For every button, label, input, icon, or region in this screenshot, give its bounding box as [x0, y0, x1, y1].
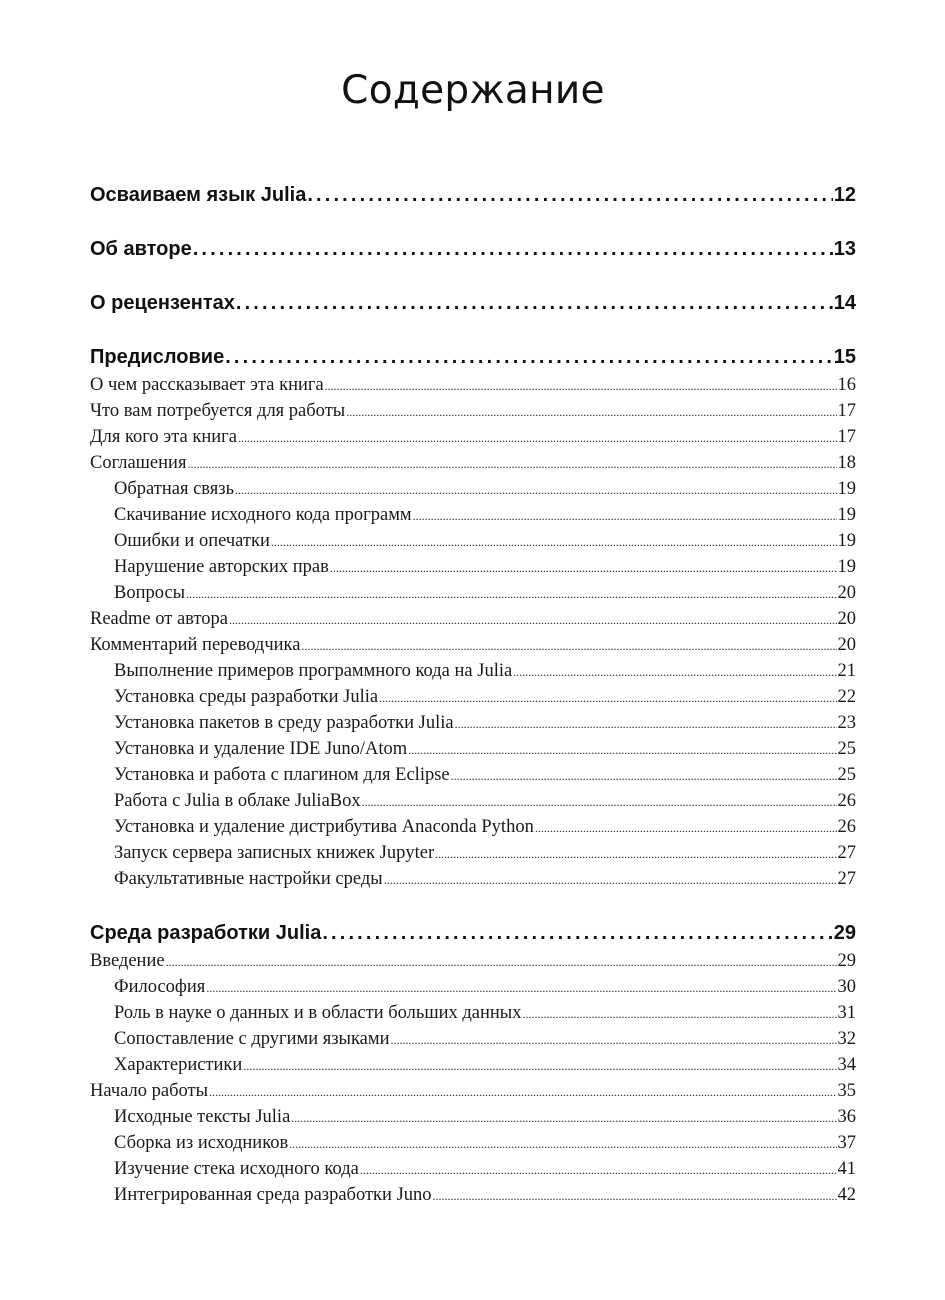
dot-leader — [433, 1182, 837, 1208]
dot-leader — [330, 554, 837, 580]
toc-entry-title: Философия — [114, 977, 206, 997]
toc-entry-title: Начало работы — [90, 1081, 209, 1101]
toc-entry-title: Роль в науке о данных и в области больших данных — [114, 1003, 522, 1023]
dot-leader — [346, 398, 836, 424]
toc-page-number: 31 — [837, 1003, 856, 1023]
toc-subsection-entry[interactable] — [90, 554, 856, 580]
toc-entry-title: Установка и работа с плагином для Eclipse — [114, 765, 450, 785]
toc-subsection-entry[interactable] — [90, 1182, 856, 1208]
dot-leader — [206, 974, 836, 1000]
dot-leader — [186, 580, 836, 606]
toc-page-number: 42 — [837, 1185, 856, 1205]
toc-entry-title: Соглашения — [90, 453, 187, 473]
toc-page-number: 20 — [837, 583, 856, 603]
toc-entry-title: Установка пакетов в среду разработки Julia — [114, 713, 454, 733]
dot-leader — [513, 658, 836, 684]
toc-section-entry[interactable] — [90, 398, 856, 424]
toc-chapter-entry[interactable] — [90, 918, 856, 948]
toc-entry-title: Об авторе — [90, 238, 192, 260]
toc-subsection-entry[interactable] — [90, 866, 856, 892]
toc-subsection-entry[interactable] — [90, 1130, 856, 1156]
toc-entry-title: Исходные тексты Julia — [114, 1107, 291, 1127]
dot-leader — [379, 684, 836, 710]
toc-entry-title: Вопросы — [114, 583, 186, 603]
toc-entry-title: Скачивание исходного кода программ — [114, 505, 412, 525]
dot-leader — [236, 288, 833, 318]
dot-leader — [193, 234, 833, 264]
table-of-contents — [90, 180, 856, 1208]
dot-leader — [166, 948, 837, 974]
toc-entry-title: Установка среды разработки Julia — [114, 687, 379, 707]
dot-leader — [435, 840, 836, 866]
toc-entry-title: Ошибки и опечатки — [114, 531, 270, 551]
toc-entry-title: О чем рассказывает эта книга — [90, 375, 324, 395]
dot-leader — [455, 710, 837, 736]
toc-subsection-entry[interactable] — [90, 528, 856, 554]
toc-entry-title: Предисловие — [90, 346, 225, 368]
toc-entry-title: Что вам потребуется для работы — [90, 401, 346, 421]
dot-leader — [209, 1078, 836, 1104]
toc-entry-title: Факультативные настройки среды — [114, 869, 383, 889]
dot-leader — [384, 866, 837, 892]
toc-page-number: 17 — [837, 427, 856, 447]
toc-page-number: 29 — [837, 951, 856, 971]
toc-page-number: 13 — [833, 238, 856, 260]
dot-leader — [408, 736, 836, 762]
toc-page-number: 12 — [833, 184, 856, 206]
toc-subsection-entry[interactable] — [90, 1026, 856, 1052]
dot-leader — [535, 814, 837, 840]
toc-section-entry[interactable] — [90, 1078, 856, 1104]
dot-leader — [238, 424, 837, 450]
dot-leader — [451, 762, 837, 788]
toc-subsection-entry[interactable] — [90, 974, 856, 1000]
toc-page-number: 30 — [837, 977, 856, 997]
dot-leader — [243, 1052, 836, 1078]
toc-page-number: 22 — [837, 687, 856, 707]
toc-subsection-entry[interactable] — [90, 736, 856, 762]
toc-page-number: 29 — [833, 922, 856, 944]
toc-entry-title: Readme от автора — [90, 609, 228, 629]
toc-page-number: 32 — [837, 1029, 856, 1049]
toc-page-number: 27 — [837, 843, 856, 863]
dot-leader — [301, 632, 836, 658]
toc-page-number: 25 — [837, 765, 856, 785]
toc-subsection-entry[interactable] — [90, 1104, 856, 1130]
toc-entry-title: Сборка из исходников — [114, 1133, 289, 1153]
toc-page-number: 23 — [837, 713, 856, 733]
toc-entry-title: Изучение стека исходного кода — [114, 1159, 359, 1179]
dot-leader — [289, 1130, 836, 1156]
toc-page-number: 41 — [837, 1159, 856, 1179]
toc-page-number: 19 — [837, 531, 856, 551]
toc-chapter-entry[interactable] — [90, 234, 856, 264]
toc-subsection-entry[interactable] — [90, 1000, 856, 1026]
toc-section-entry[interactable] — [90, 450, 856, 476]
toc-chapter-entry[interactable] — [90, 342, 856, 372]
toc-entry-title: Для кого эта книга — [90, 427, 237, 447]
dot-leader — [235, 476, 836, 502]
toc-section-entry[interactable] — [90, 632, 856, 658]
toc-subsection-entry[interactable] — [90, 476, 856, 502]
toc-entry-title: Осваиваем язык Julia — [90, 184, 307, 206]
toc-entry-title: Запуск сервера записных книжек Jupyter — [114, 843, 435, 863]
toc-section-entry[interactable] — [90, 372, 856, 398]
toc-entry-title: О рецензентах — [90, 292, 235, 314]
dot-leader — [187, 450, 836, 476]
dot-leader — [229, 606, 837, 632]
toc-page-number: 20 — [837, 635, 856, 655]
toc-entry-title: Установка и удаление IDE Juno/Atom — [114, 739, 408, 759]
toc-page-number: 26 — [837, 817, 856, 837]
toc-subsection-entry[interactable] — [90, 710, 856, 736]
toc-page-number: 19 — [837, 557, 856, 577]
toc-entry-title: Комментарий переводчика — [90, 635, 301, 655]
toc-entry-title: Характеристики — [114, 1055, 243, 1075]
toc-page-number: 37 — [837, 1133, 856, 1153]
toc-entry-title: Обратная связь — [114, 479, 235, 499]
toc-page-number: 36 — [837, 1107, 856, 1127]
toc-page-number: 14 — [833, 292, 856, 314]
toc-page-number: 19 — [837, 479, 856, 499]
toc-section-entry[interactable] — [90, 948, 856, 974]
dot-leader — [391, 1026, 837, 1052]
toc-page-number: 17 — [837, 401, 856, 421]
toc-page-number: 21 — [837, 661, 856, 681]
toc-page-number: 27 — [837, 869, 856, 889]
toc-chapter-entry[interactable] — [90, 180, 856, 210]
toc-entry-title: Нарушение авторских прав — [114, 557, 329, 577]
dot-leader — [522, 1000, 836, 1026]
toc-subsection-entry[interactable] — [90, 684, 856, 710]
toc-entry-title: Введение — [90, 951, 165, 971]
toc-entry-title: Работа с Julia в облаке JuliaBox — [114, 791, 361, 811]
toc-chapter-entry[interactable] — [90, 288, 856, 318]
dot-leader — [322, 918, 832, 948]
toc-page-number: 18 — [837, 453, 856, 473]
toc-page-number: 19 — [837, 505, 856, 525]
toc-entry-title: Интегрированная среда разработки Juno — [114, 1185, 432, 1205]
dot-leader — [271, 528, 837, 554]
dot-leader — [360, 1156, 837, 1182]
dot-leader — [307, 180, 832, 210]
toc-entry-title: Среда разработки Julia — [90, 922, 322, 944]
toc-page-number: 20 — [837, 609, 856, 629]
toc-subsection-entry[interactable] — [90, 1052, 856, 1078]
toc-entry-title: Установка и удаление дистрибутива Anaconda Python — [114, 817, 534, 837]
toc-page-number: 15 — [833, 346, 856, 368]
toc-subsection-entry[interactable] — [90, 840, 856, 866]
dot-leader — [291, 1104, 836, 1130]
toc-subsection-entry[interactable] — [90, 502, 856, 528]
toc-subsection-entry[interactable] — [90, 814, 856, 840]
toc-subsection-entry[interactable] — [90, 658, 856, 684]
toc-entry-title: Сопоставление с другими языками — [114, 1029, 390, 1049]
toc-subsection-entry[interactable] — [90, 580, 856, 606]
dot-leader — [362, 788, 837, 814]
dot-leader — [413, 502, 837, 528]
toc-entry-title: Выполнение примеров программного кода на Julia — [114, 661, 513, 681]
toc-page-number: 34 — [837, 1055, 856, 1075]
dot-leader — [225, 342, 833, 372]
toc-subsection-entry[interactable] — [90, 1156, 856, 1182]
toc-page-number: 35 — [837, 1081, 856, 1101]
toc-subsection-entry[interactable] — [90, 762, 856, 788]
dot-leader — [325, 372, 837, 398]
toc-section-entry[interactable] — [90, 424, 856, 450]
page-title: Содержание — [341, 68, 605, 113]
toc-subsection-entry[interactable] — [90, 788, 856, 814]
toc-page-number: 25 — [837, 739, 856, 759]
toc-page-number: 26 — [837, 791, 856, 811]
toc-section-entry[interactable] — [90, 606, 856, 632]
toc-page-number: 16 — [837, 375, 856, 395]
